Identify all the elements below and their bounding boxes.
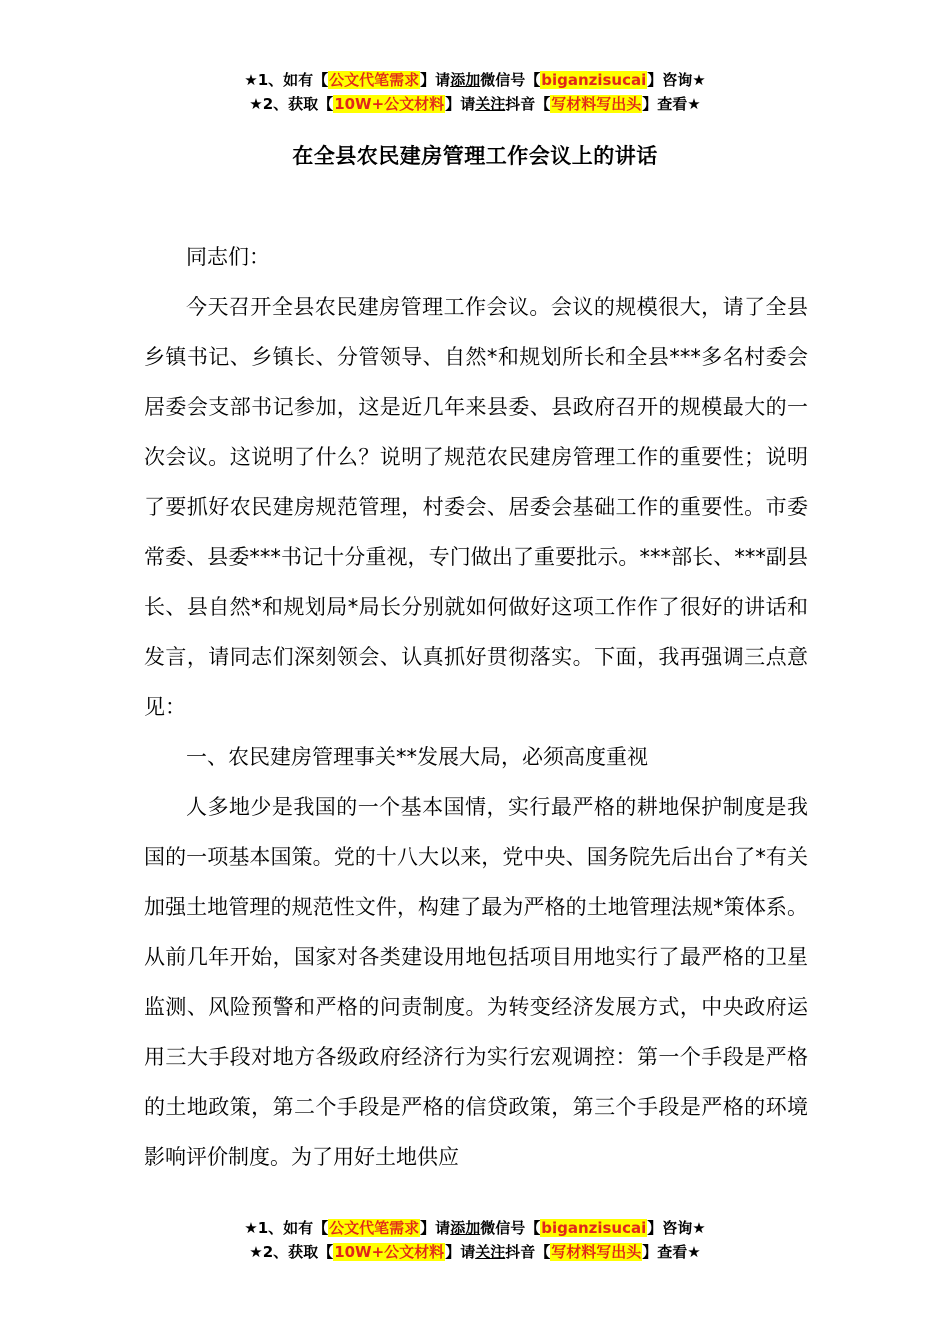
- footer-notice: [0, 1216, 950, 1264]
- douyin-highlight: 写材料写出头: [551, 95, 642, 113]
- douyin-highlight: 写材料写出头: [551, 1243, 642, 1261]
- notice-text: ★2、获取【: [249, 95, 334, 113]
- footer-notice-line-1: [0, 1216, 950, 1240]
- notice-text: 】请: [420, 71, 451, 89]
- paragraph-salutation: 同志们：: [186, 245, 270, 269]
- notice-text: 微信号【: [480, 71, 541, 89]
- notice-text: ★1、如有【: [244, 71, 329, 89]
- highlight-text: 公文代笔需求: [329, 71, 420, 89]
- notice-text: 微信号【: [480, 1219, 541, 1237]
- highlight-text: 10W+公文材料: [334, 95, 445, 113]
- notice-text: 】查看★: [642, 1243, 701, 1261]
- header-notice-line-2: [0, 92, 950, 116]
- underlined-text: 关注: [475, 1243, 506, 1261]
- highlight-text: 10W+公文材料: [334, 1243, 445, 1261]
- notice-text: 】查看★: [642, 95, 701, 113]
- notice-text: 】请: [445, 1243, 476, 1261]
- highlight-text: 公文代笔需求: [329, 1219, 420, 1237]
- notice-text: 】咨询★: [647, 1219, 706, 1237]
- notice-text: 】咨询★: [647, 71, 706, 89]
- wechat-id-highlight: biganzisucai: [541, 1219, 647, 1237]
- notice-text: 抖音【: [505, 1243, 551, 1261]
- notice-text: 抖音【: [505, 95, 551, 113]
- header-notice-line-1: [0, 68, 950, 92]
- underlined-text: 关注: [475, 95, 506, 113]
- wechat-id-highlight: biganzisucai: [541, 71, 647, 89]
- notice-text: ★2、获取【: [249, 1243, 334, 1261]
- notice-text: 】请: [420, 1219, 451, 1237]
- section-heading: 一、农民建房管理事关**发展大局，必须高度重视: [186, 745, 648, 769]
- notice-text: 】请: [445, 95, 476, 113]
- notice-text: ★1、如有【: [244, 1219, 329, 1237]
- header-notice: [0, 68, 950, 116]
- paragraph: 今天召开全县农民建房管理工作会议。会议的规模很大，请了全县乡镇书记、乡镇长、分管领导、自然*和规划所长和全县***多名村委会居委会支部书记参加，这是近几年来县委、县政府召开的规模最大的一次会议。这说明了什么？说明了规范农民建房管理工作的重要性；说明了要抓好农民建房规范管理，村委会、居委会基础工作的重要性。市委常委、县委***书记十分重视，专门做出了重要批示。***部长、***副县长、县自然*和规划局*局长分别就如何做好这项工作作了很好的讲话和发言，请同志们深刻领会、认真抓好贯彻落实。下面，我再强调三点意见：: [144, 295, 808, 719]
- underlined-text: 添加: [450, 1219, 481, 1237]
- document-title: 在全县农民建房管理工作会议上的讲话: [292, 144, 658, 168]
- underlined-text: 添加: [450, 71, 481, 89]
- footer-notice-line-2: [0, 1240, 950, 1264]
- document-body: [144, 232, 808, 1182]
- paragraph: 人多地少是我国的一个基本国情，实行最严格的耕地保护制度是我国的一项基本国策。党的十八大以来，党中央、国务院先后出台了*有关加强土地管理的规范性文件，构建了最为严格的土地管理法规*策体系。从前几年开始，国家对各类建设用地包括项目用地实行了最严格的卫星监测、风险预警和严格的问责制度。为转变经济发展方式，中央政府运用三大手段对地方各级政府经济行为实行宏观调控：第一个手段是严格的土地政策，第二个手段是严格的信贷政策，第三个手段是严格的环境影响评价制度。为了用好土地供应: [144, 795, 808, 1169]
